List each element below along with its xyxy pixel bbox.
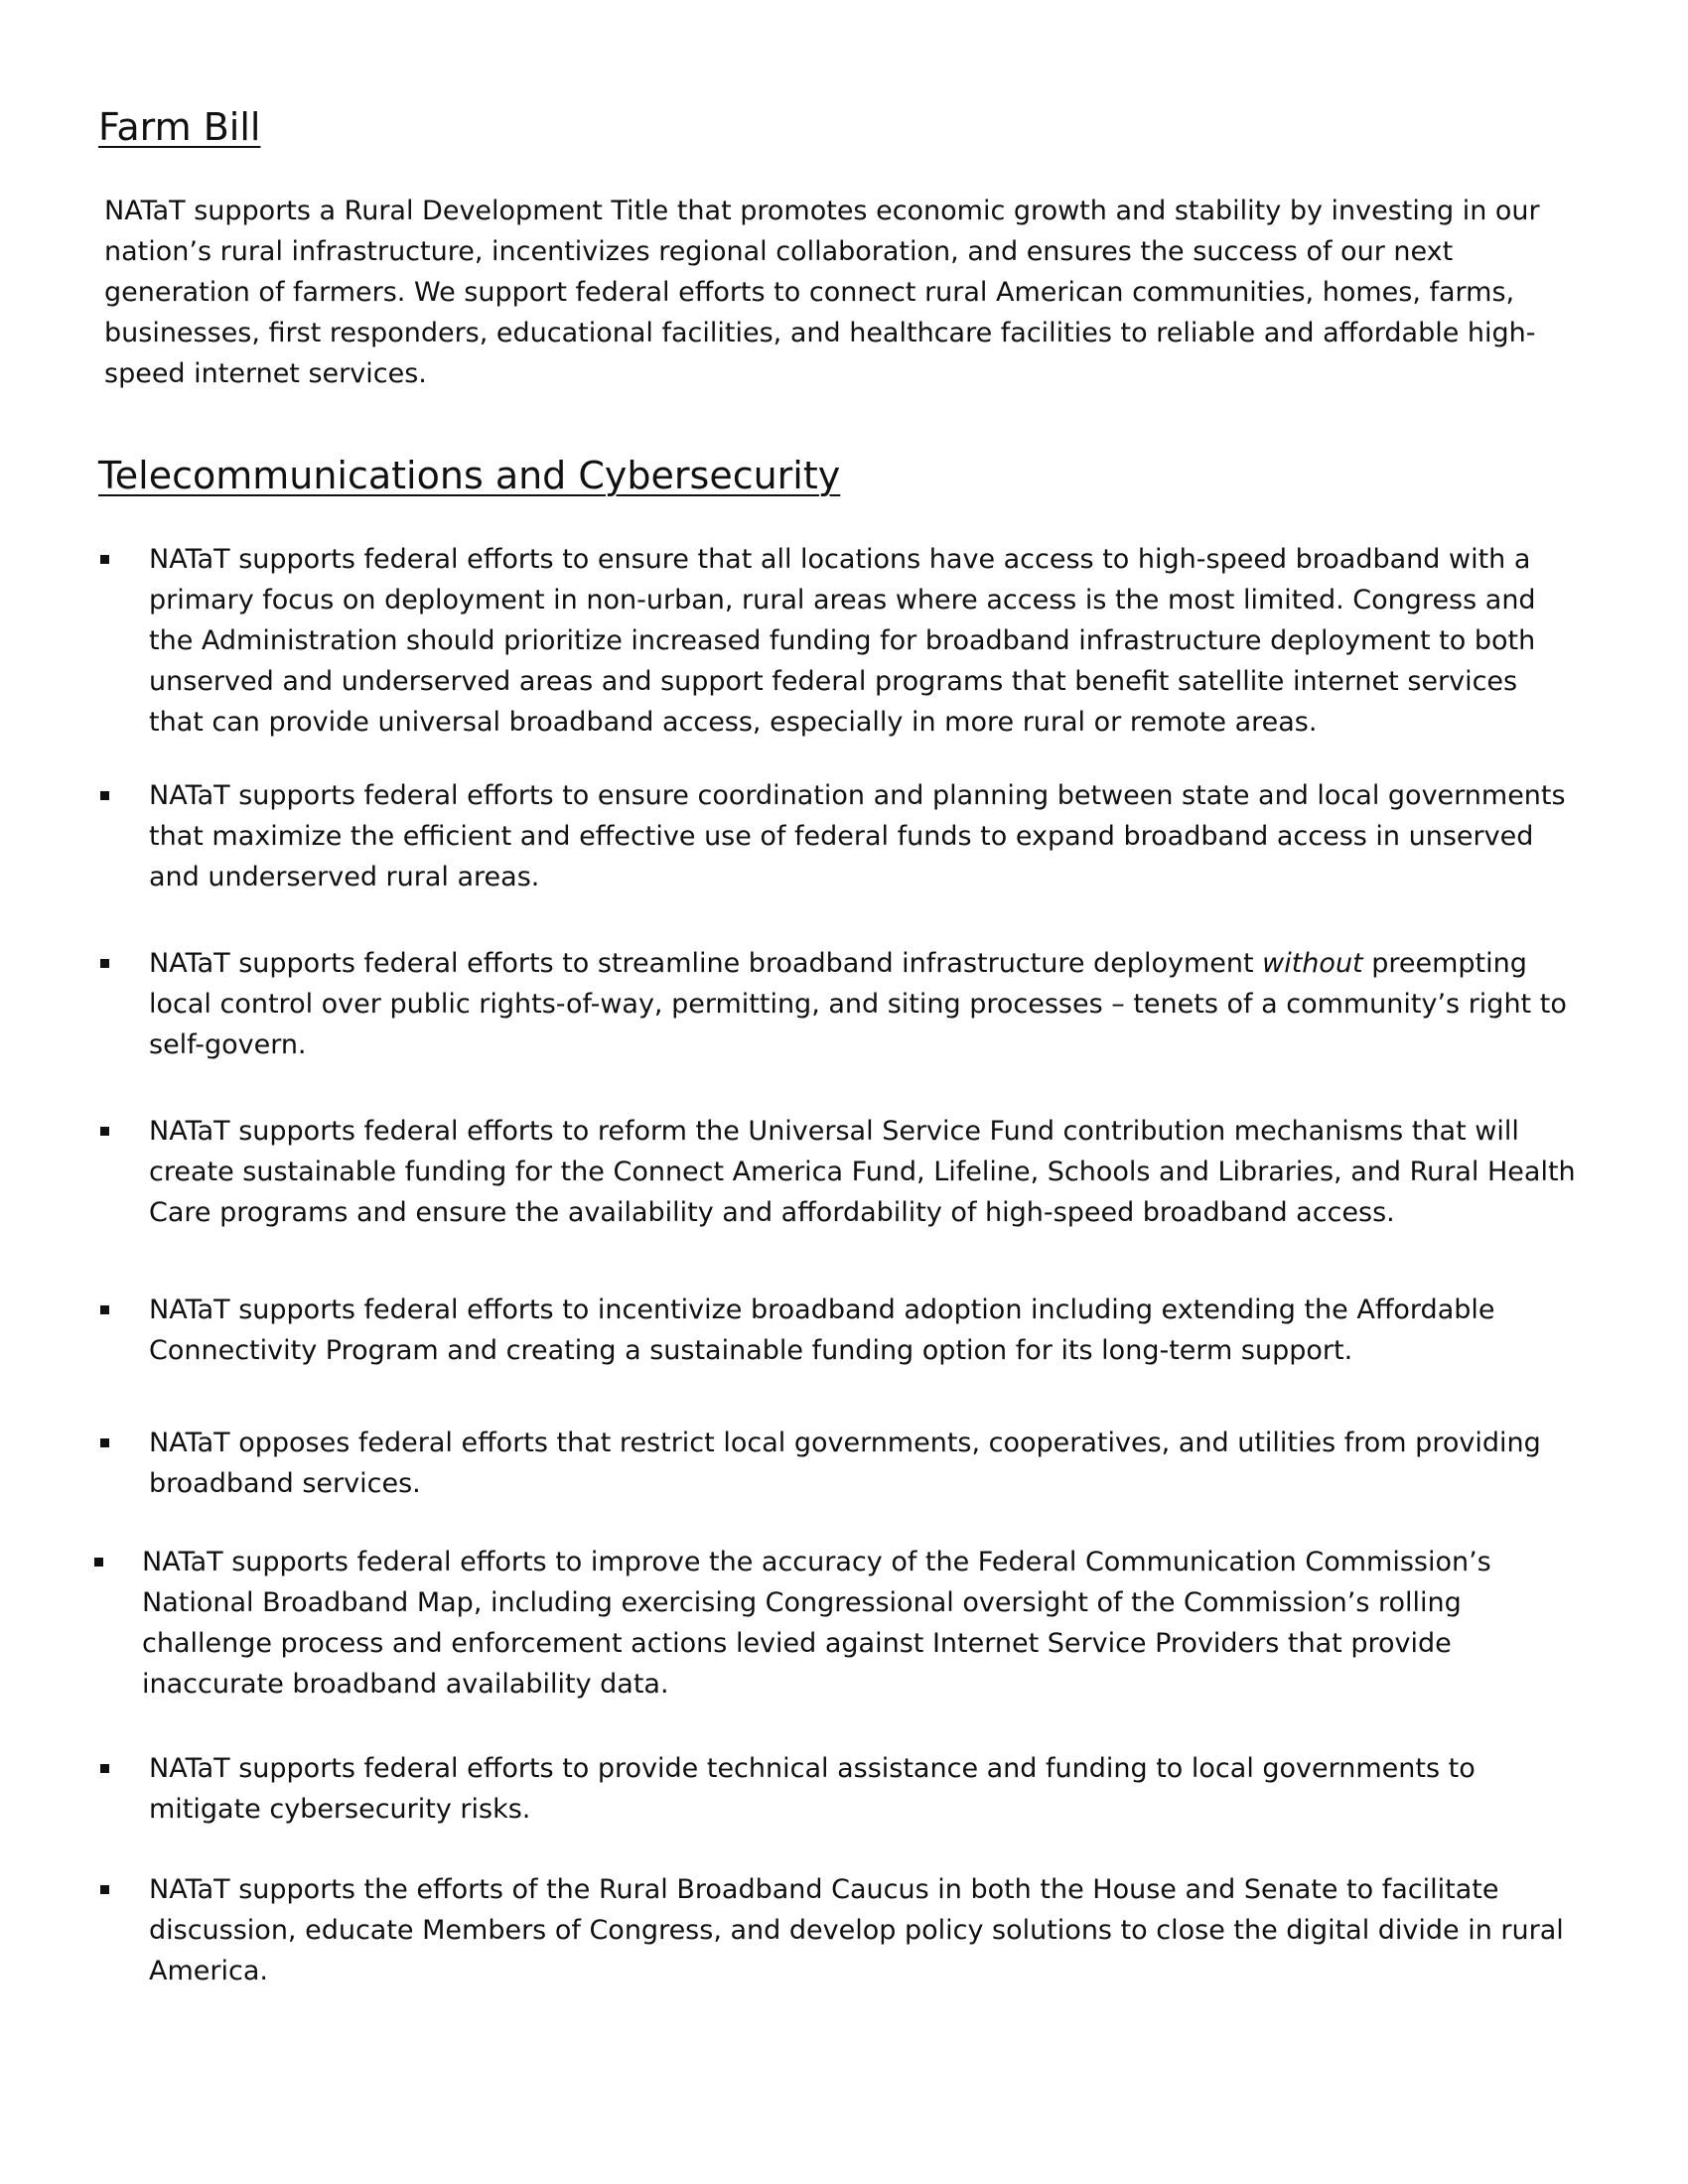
bullet-square-icon (94, 1558, 103, 1567)
emphasis-without: without (1262, 948, 1363, 979)
bullet-text: NATaT supports federal efforts to reform the Universal Service Fund contribution mechanisms that will create sustainable funding for the Connect America Fund, Lifeline, Schools and Libraries, and Rural Health Care programs and ensure the availability and affordability of high-speed broadband access. (149, 1116, 1576, 1228)
bullet-square-icon (100, 1438, 109, 1447)
bullet-text: NATaT supports federal efforts to provide technical assistance and funding to local governments to mitigate cybersecurity risks. (149, 1753, 1476, 1825)
bullet-text: NATaT supports federal efforts to improve the accuracy of the Federal Communication Commission’s National Broadband Map, including exercising Congressional oversight of the Commission’s rolling challenge process and enforcement actions levied against Internet Service Providers that provide inaccurate broadband availability data. (142, 1547, 1491, 1700)
bullet-square-icon (100, 1764, 109, 1773)
bullet-square-icon (100, 959, 109, 968)
bullet-text: NATaT opposes federal efforts that restrict local governments, cooperatives, and utilities from providing broadband services. (149, 1428, 1541, 1499)
bullet-square-icon (100, 1127, 109, 1136)
bullet-text: NATaT supports federal efforts to incentivize broadband adoption including extending the Affordable Connectivity Program and creating a sustainable funding option for its long-term support. (149, 1295, 1495, 1366)
bullet-text: NATaT supports federal efforts to streamline broadband infrastructure deployment without preempting local control over public rights-of-way, permitting, and siting processes – tenets of a community’s right to self-govern. (149, 948, 1567, 1060)
bullet-text: NATaT supports federal efforts to ensure coordination and planning between state and local governments that maximize the efficient and effective use of federal funds to expand broadband access in unserved and underserved rural areas. (149, 780, 1566, 892)
bullet-text: NATaT supports federal efforts to ensure that all locations have access to high-speed broadband with a primary focus on deployment in non-urban, rural areas where access is the most limited. Congress and the Administration should prioritize increased funding for broadband infrastructure deployment to both unserved and underserved areas and support federal programs that benefit satellite internet services that can provide universal broadband access, especially in more rural or remote areas. (149, 544, 1536, 738)
bullet-text: NATaT supports the efforts of the Rural Broadband Caucus in both the House and Senate to facilitate discussion, educate Members of Congress, and develop policy solutions to close the digital divide in rural America. (149, 1874, 1564, 1986)
bullet-square-icon (100, 1885, 109, 1894)
farm-bill-heading: Farm Bill (98, 105, 261, 149)
bullet-square-icon (100, 555, 109, 564)
bullet-square-icon (100, 791, 109, 800)
telecom-heading: Telecommunications and Cybersecurity (98, 454, 841, 497)
bullet-square-icon (100, 1305, 109, 1314)
farm-bill-paragraph: NATaT supports a Rural Development Title that promotes economic growth and stability by investing in our nation’s rural infrastructure, incentivizes regional collaboration, and ensures the success of our next generation of farmers. We support federal efforts to connect rural American communities, homes, farms, businesses, first responders, educational facilities, and healthcare facilities to reliable and affordable high-speed internet services. (104, 196, 1540, 389)
